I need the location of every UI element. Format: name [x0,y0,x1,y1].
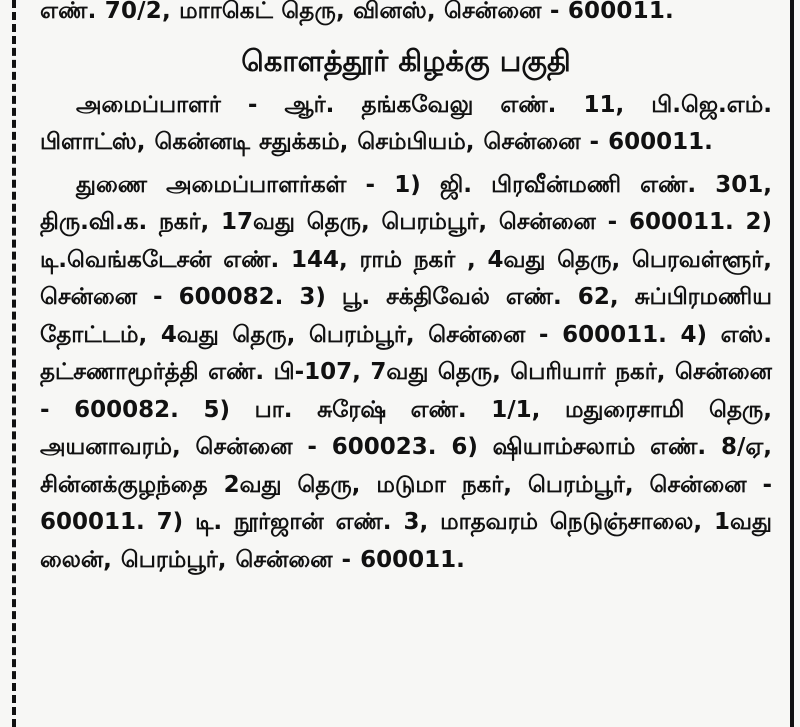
article-column [40,0,772,584]
left-dashed-border [12,0,16,727]
deputy-organizers-paragraph: துணை அமைப்பாளர்கள் - 1) ஜி. பிரவீன்மணி எண். 301, திரு.வி.க. நகர், 17வது தெரு, பெரம்பூர், சென்னை - 600011. 2) டி.வெங்கடேசன் எண். 144, ராம் நகர் , 4வது தெரு, பெரவள்ளூர், சென்னை - 600082. 3) பூ. சக்திவேல் எண். 62, சுப்பிரமணிய தோட்டம், 4வது தெரு, பெரம்பூர், சென்னை - 600011. 4) எஸ். தட்சணாமூர்த்தி எண். பி-107, 7வது தெரு, பெரியார் நகர், சென்னை - 600082. 5) பா. சுரேஷ் எண். 1/1, மதுரைசாமி தெரு, அயனாவரம், சென்னை - 600023. 6) ஷியாம்சலாம் எண். 8/ஏ, சின்னக்குழந்தை 2வது தெரு, மடுமா நகர், பெரம்பூர், சென்னை - 600011. 7) டி. நூர்ஜான் எண். 3, மாதவரம் நெடுஞ்சாலை, 1வது லைன், பெரம்பூர், சென்னை - 600011. [40,171,772,573]
section-heading: கொளத்தூர் கிழக்கு பகுதி [241,43,571,78]
previous-address-line: எண். 70/2, மாாகெட் தெரு, வினஸ், சென்னை - 600011. [40,0,674,24]
right-solid-border [790,0,794,727]
organizer-paragraph: அமைப்பாளர் - ஆர். தங்கவேலு எண். 11, பி.ஜெ.எம். பிளாட்ஸ், கென்னடி சதுக்கம், செம்பியம், சென்னை - 600011. [40,91,772,155]
